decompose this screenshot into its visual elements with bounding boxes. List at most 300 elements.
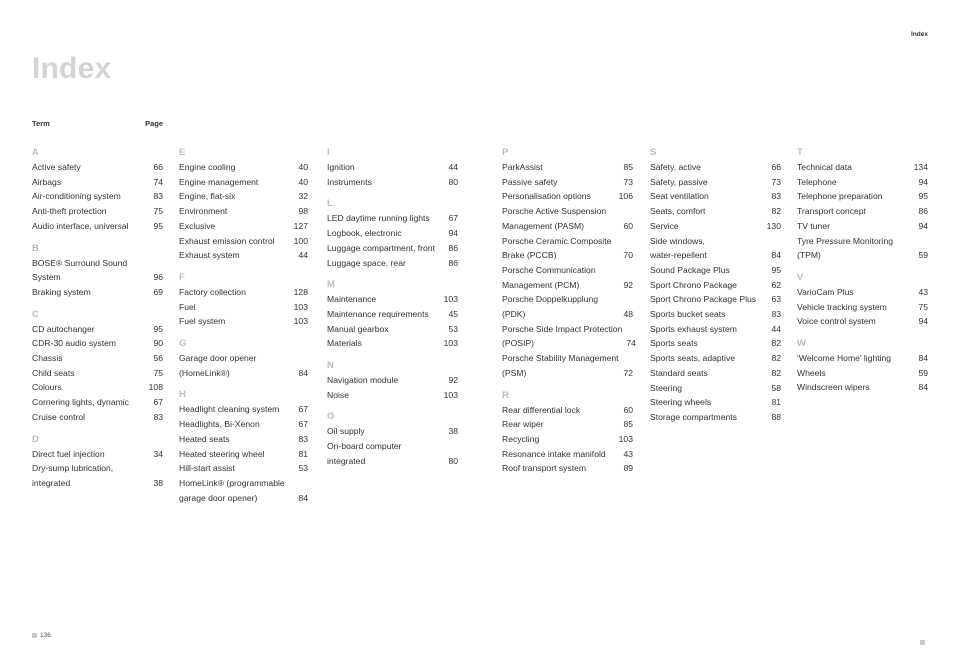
entry-page: 95 bbox=[153, 323, 163, 334]
entry-page: 94 bbox=[918, 176, 928, 187]
entry-page: 59 bbox=[918, 250, 928, 261]
index-section-i bbox=[327, 146, 458, 189]
index-entry bbox=[502, 432, 633, 447]
entry-page: 103 bbox=[293, 316, 308, 327]
index-entry bbox=[179, 234, 308, 249]
entry-term-line: Resonance intake manifold bbox=[502, 448, 606, 459]
entry-term bbox=[327, 307, 429, 322]
entry-page: 86 bbox=[918, 206, 928, 217]
index-entry bbox=[797, 175, 928, 190]
entry-page: 66 bbox=[153, 162, 163, 172]
entry-term-line: Heated steering wheel bbox=[179, 448, 265, 459]
entry-page: 85 bbox=[623, 162, 633, 172]
entry-page: 62 bbox=[771, 279, 781, 290]
index-section-l bbox=[327, 197, 458, 270]
index-entry bbox=[179, 189, 308, 204]
index-entry bbox=[650, 381, 781, 396]
entry-term-line: Tyre Pressure Monitoring bbox=[797, 235, 893, 246]
index-entry bbox=[650, 395, 781, 410]
index-section-e bbox=[179, 146, 308, 263]
entry-term-line: ParkAssist bbox=[502, 162, 543, 172]
entry-term bbox=[179, 417, 260, 432]
entry-page: 103 bbox=[443, 294, 458, 305]
entry-term-line: Rear differential lock bbox=[502, 404, 581, 415]
entry-term bbox=[327, 336, 362, 351]
entry-term bbox=[179, 285, 246, 300]
entry-term-line: Logbook, electronic bbox=[327, 228, 402, 239]
entry-term bbox=[650, 278, 737, 293]
entry-term-line: Chassis bbox=[32, 353, 63, 364]
entry-term bbox=[32, 189, 121, 204]
entry-term-line: Hill-start assist bbox=[179, 463, 235, 474]
section-letter: E bbox=[179, 147, 186, 158]
entry-term-line: Anti-theft protection bbox=[32, 206, 107, 217]
entry-term-line: Steering wheels bbox=[650, 397, 712, 408]
entry-term bbox=[179, 476, 285, 505]
index-section-s bbox=[650, 146, 781, 425]
entry-term bbox=[327, 322, 389, 337]
entry-page: 67 bbox=[448, 213, 458, 224]
entry-term bbox=[650, 189, 709, 204]
entry-term bbox=[502, 175, 557, 190]
index-entry bbox=[32, 175, 163, 190]
index-entry bbox=[32, 336, 163, 351]
entry-page: 130 bbox=[766, 220, 781, 231]
entry-page: 38 bbox=[448, 426, 458, 437]
entry-term-line: Management (PASM) bbox=[502, 220, 584, 231]
index-entry bbox=[650, 219, 781, 234]
entry-term-line: Colours bbox=[32, 382, 62, 393]
index-section-g bbox=[179, 337, 308, 380]
index-entry bbox=[502, 189, 633, 204]
entry-page: 89 bbox=[623, 463, 633, 474]
entry-term-line: Navigation module bbox=[327, 375, 399, 386]
entry-page: 84 bbox=[918, 382, 928, 393]
entry-term bbox=[32, 285, 91, 300]
entry-page: 94 bbox=[918, 316, 928, 327]
index-entry bbox=[327, 307, 458, 322]
entry-page: 81 bbox=[298, 448, 308, 459]
index-entry bbox=[650, 175, 781, 190]
entry-term-line: water-repellent bbox=[650, 250, 707, 261]
entry-term bbox=[32, 410, 85, 425]
index-entry bbox=[32, 461, 163, 490]
entry-term-line: Airbags bbox=[32, 176, 62, 187]
entry-term bbox=[179, 300, 196, 315]
index-entry bbox=[797, 300, 928, 315]
entry-term-line: Sports exhaust system bbox=[650, 323, 737, 334]
entry-term bbox=[327, 256, 406, 271]
entry-page: 74 bbox=[153, 176, 163, 187]
index-entry bbox=[179, 248, 308, 263]
entry-term-line: Headlight cleaning system bbox=[179, 404, 280, 415]
entry-term bbox=[32, 395, 129, 410]
entry-term bbox=[179, 160, 235, 175]
index-section-w bbox=[797, 337, 928, 395]
entry-page: 60 bbox=[623, 404, 633, 415]
entry-term-line: Steering bbox=[650, 382, 683, 393]
entry-page: 82 bbox=[771, 206, 781, 217]
entry-page: 75 bbox=[153, 206, 163, 217]
index-entry bbox=[502, 160, 633, 175]
index-column bbox=[650, 146, 781, 433]
section-letter: F bbox=[179, 271, 185, 283]
entry-page: 67 bbox=[153, 397, 163, 408]
entry-term-line: Materials bbox=[327, 338, 362, 349]
entry-term-line: Sports bucket seats bbox=[650, 309, 726, 320]
section-letter: M bbox=[327, 279, 335, 291]
entry-term-line: TV tuner bbox=[797, 220, 830, 231]
entry-term-line: Manual gearbox bbox=[327, 323, 389, 334]
entry-term bbox=[327, 373, 398, 388]
entry-page: 43 bbox=[918, 286, 928, 297]
index-entry bbox=[179, 402, 308, 417]
entry-term-line: Headlights, Bi-Xenon bbox=[179, 419, 260, 430]
section-letter: N bbox=[327, 360, 334, 372]
entry-term-line: Safety, active bbox=[650, 162, 701, 172]
entry-page: 103 bbox=[293, 301, 308, 312]
entry-page: 106 bbox=[618, 191, 633, 202]
entry-term bbox=[650, 160, 701, 175]
entry-term bbox=[797, 204, 866, 219]
entry-term bbox=[179, 248, 240, 263]
entry-page: 67 bbox=[298, 404, 308, 415]
entry-term bbox=[797, 314, 876, 329]
index-column bbox=[179, 146, 308, 513]
entry-page: 44 bbox=[448, 162, 458, 172]
entry-page: 108 bbox=[148, 382, 163, 393]
entry-page: 85 bbox=[623, 419, 633, 430]
column-headings bbox=[32, 119, 163, 128]
entry-term bbox=[32, 256, 127, 285]
index-entry bbox=[179, 160, 308, 175]
section-letter: T bbox=[797, 147, 803, 158]
entry-term-line: Porsche Communication bbox=[502, 264, 596, 275]
entry-term-line: Voice control system bbox=[797, 316, 876, 327]
index-entry bbox=[32, 322, 163, 337]
entry-term bbox=[32, 322, 95, 337]
index-entry bbox=[502, 447, 633, 462]
index-section-b bbox=[32, 242, 163, 300]
entry-term bbox=[650, 307, 725, 322]
index-entry bbox=[502, 175, 633, 190]
index-entry bbox=[179, 476, 308, 505]
entry-page: 84 bbox=[918, 353, 928, 364]
index-entry bbox=[650, 234, 781, 263]
entry-term bbox=[650, 234, 707, 263]
index-entry bbox=[327, 256, 458, 271]
entry-term-line: integrated bbox=[32, 477, 71, 488]
section-letter: A bbox=[32, 147, 39, 158]
index-section-n bbox=[327, 359, 458, 402]
entry-term-line: Luggage space, rear bbox=[327, 257, 406, 268]
entry-term-line: Sport Chrono Package bbox=[650, 279, 737, 290]
index-entry bbox=[502, 204, 633, 233]
section-letter: C bbox=[32, 308, 39, 320]
entry-term-line: Maintenance bbox=[327, 294, 377, 305]
index-column bbox=[32, 146, 163, 499]
entry-term-line: Noise bbox=[327, 389, 349, 400]
entry-page: 94 bbox=[448, 228, 458, 239]
entry-term-line: LED daytime running lights bbox=[327, 213, 430, 224]
entry-term bbox=[32, 219, 129, 234]
entry-term-line: CD autochanger bbox=[32, 323, 95, 334]
entry-term bbox=[32, 447, 105, 462]
index-entry bbox=[179, 351, 308, 380]
entry-term bbox=[327, 241, 435, 256]
entry-page: 66 bbox=[771, 162, 781, 172]
entry-page: 63 bbox=[771, 294, 781, 305]
index-entry bbox=[327, 211, 458, 226]
entry-term bbox=[179, 314, 225, 329]
entry-term-line: Personalisation options bbox=[502, 191, 591, 202]
entry-term-line: Wheels bbox=[797, 367, 826, 378]
index-entry bbox=[797, 314, 928, 329]
section-letter: B bbox=[32, 242, 39, 254]
index-entry bbox=[327, 373, 458, 388]
entry-term-line: Porsche Doppelkupplung bbox=[502, 294, 599, 305]
entry-page: 128 bbox=[293, 286, 308, 297]
entry-term-line: Engine, flat-six bbox=[179, 191, 236, 202]
index-entry bbox=[32, 160, 163, 175]
index-entry bbox=[327, 439, 458, 468]
entry-term bbox=[327, 388, 349, 403]
entry-term-line: Seats, comfort bbox=[650, 206, 706, 217]
index-section-d bbox=[32, 433, 163, 491]
entry-page: 73 bbox=[771, 176, 781, 187]
entry-term-line: Vehicle tracking system bbox=[797, 301, 887, 312]
entry-term-line: Braking system bbox=[32, 286, 91, 297]
entry-term-line: BOSE® Surround Sound bbox=[32, 257, 128, 268]
entry-page: 81 bbox=[771, 397, 781, 408]
entry-term bbox=[502, 417, 544, 432]
index-entry bbox=[502, 461, 633, 476]
entry-term bbox=[32, 461, 113, 490]
index-entry bbox=[32, 410, 163, 425]
entry-term bbox=[797, 366, 826, 381]
index-entry bbox=[327, 388, 458, 403]
entry-term bbox=[797, 219, 830, 234]
index-entry bbox=[502, 322, 636, 351]
index-entry bbox=[797, 160, 928, 175]
entry-page: 98 bbox=[298, 206, 308, 217]
entry-term bbox=[32, 336, 116, 351]
entry-page: 83 bbox=[298, 433, 308, 444]
index-entry bbox=[179, 204, 308, 219]
index-entry bbox=[32, 189, 163, 204]
entry-term-line: Telephone bbox=[797, 176, 837, 187]
entry-page: 53 bbox=[448, 323, 458, 334]
entry-term bbox=[650, 336, 698, 351]
entry-term-line: Heated seats bbox=[179, 433, 230, 444]
index-entry bbox=[327, 322, 458, 337]
index-entry bbox=[650, 351, 781, 366]
index-entry bbox=[797, 189, 928, 204]
index-entry bbox=[32, 447, 163, 462]
entry-term-line: Standard seats bbox=[650, 367, 708, 378]
index-entry bbox=[179, 175, 308, 190]
index-entry bbox=[650, 410, 781, 425]
entry-page: 83 bbox=[771, 191, 781, 202]
index-entry bbox=[327, 226, 458, 241]
entry-page: 34 bbox=[153, 448, 163, 459]
index-entry bbox=[179, 461, 308, 476]
entry-term bbox=[797, 160, 852, 175]
index-entry bbox=[797, 380, 928, 395]
entry-term bbox=[179, 461, 235, 476]
index-entry bbox=[179, 285, 308, 300]
section-letter: V bbox=[797, 271, 804, 283]
index-section-h bbox=[179, 388, 308, 505]
entry-term bbox=[327, 160, 355, 175]
entry-term-line: Telephone preparation bbox=[797, 191, 883, 202]
index-entry bbox=[650, 322, 781, 337]
entry-term bbox=[327, 211, 430, 226]
entry-term-line: VarioCam Plus bbox=[797, 286, 854, 297]
entry-term-line: Fuel bbox=[179, 301, 196, 312]
index-entry bbox=[797, 204, 928, 219]
entry-page: 95 bbox=[771, 264, 781, 275]
index-entry bbox=[650, 278, 781, 293]
index-column bbox=[797, 146, 928, 403]
entry-term-line: Air-conditioning system bbox=[32, 191, 121, 202]
index-entry bbox=[502, 351, 633, 380]
index-entry bbox=[650, 292, 781, 307]
index-entry bbox=[502, 417, 633, 432]
page-heading: Page bbox=[145, 119, 163, 128]
entry-page: 56 bbox=[153, 353, 163, 364]
index-entry bbox=[32, 380, 163, 395]
entry-page: 83 bbox=[153, 411, 163, 422]
entry-term bbox=[650, 351, 735, 366]
index-entry bbox=[32, 395, 163, 410]
entry-term bbox=[650, 219, 679, 234]
entry-page: 53 bbox=[298, 463, 308, 474]
entry-term bbox=[502, 234, 611, 263]
entry-page: 67 bbox=[298, 419, 308, 430]
entry-term-line: Child seats bbox=[32, 367, 75, 378]
index-entry bbox=[327, 336, 458, 351]
entry-term-line: Direct fuel injection bbox=[32, 448, 105, 459]
entry-page: 48 bbox=[623, 309, 633, 320]
entry-term-line: (PSM) bbox=[502, 367, 527, 378]
entry-page: 95 bbox=[153, 220, 163, 231]
entry-page: 73 bbox=[623, 176, 633, 187]
entry-term bbox=[797, 189, 883, 204]
index-entry bbox=[32, 285, 163, 300]
footer-square-icon bbox=[920, 640, 925, 645]
entry-term bbox=[502, 204, 606, 233]
entry-term-line: Exclusive bbox=[179, 220, 216, 231]
entry-term bbox=[502, 403, 580, 418]
entry-term-line: Passive safety bbox=[502, 176, 558, 187]
entry-page: 92 bbox=[448, 375, 458, 386]
entry-term-line: Environment bbox=[179, 206, 228, 217]
entry-page: 100 bbox=[293, 235, 308, 246]
index-entry bbox=[502, 263, 633, 292]
entry-term-line: Garage door opener bbox=[179, 353, 257, 364]
entry-term bbox=[502, 447, 606, 462]
entry-page: 95 bbox=[918, 191, 928, 202]
index-entry bbox=[32, 366, 163, 381]
entry-term-line: Engine management bbox=[179, 176, 259, 187]
entry-term bbox=[179, 432, 230, 447]
entry-term-line: Engine cooling bbox=[179, 162, 236, 172]
entry-page: 70 bbox=[623, 250, 633, 261]
entry-term-line: Instruments bbox=[327, 176, 372, 187]
entry-page: 40 bbox=[298, 162, 308, 172]
index-entry bbox=[327, 292, 458, 307]
entry-term-line: ‘Welcome Home’ lighting bbox=[797, 353, 892, 364]
entry-term-line: Active safety bbox=[32, 162, 81, 172]
entry-term-line: Oil supply bbox=[327, 426, 365, 437]
entry-term bbox=[179, 234, 275, 249]
index-section-o bbox=[327, 410, 458, 468]
entry-page: 44 bbox=[771, 323, 781, 334]
entry-page: 32 bbox=[298, 191, 308, 202]
section-letter: P bbox=[502, 147, 509, 158]
entry-term-line: Storage compartments bbox=[650, 411, 737, 422]
entry-page: 45 bbox=[448, 308, 458, 319]
entry-page: 43 bbox=[623, 448, 633, 459]
entry-term bbox=[797, 234, 893, 263]
entry-term-line: Sports seats, adaptive bbox=[650, 353, 736, 364]
entry-page: 59 bbox=[918, 367, 928, 378]
entry-term bbox=[179, 175, 258, 190]
index-entry bbox=[650, 204, 781, 219]
index-entry bbox=[179, 219, 308, 234]
entry-term-line: HomeLink® (programmable bbox=[179, 477, 285, 488]
entry-term bbox=[650, 204, 705, 219]
footer-right-marker bbox=[920, 632, 928, 638]
index-entry bbox=[650, 366, 781, 381]
index-entry bbox=[650, 263, 781, 278]
entry-term-line: Porsche Ceramic Composite bbox=[502, 235, 612, 246]
entry-term-line: Exhaust emission control bbox=[179, 235, 275, 246]
entry-term bbox=[327, 424, 365, 439]
entry-term bbox=[502, 189, 591, 204]
entry-term-line: Porsche Stability Management bbox=[502, 353, 619, 364]
index-entry bbox=[650, 160, 781, 175]
entry-term bbox=[797, 285, 854, 300]
page-title: Index bbox=[32, 52, 112, 85]
entry-term bbox=[327, 292, 376, 307]
section-letter: D bbox=[32, 433, 39, 445]
section-letter: H bbox=[179, 389, 186, 401]
running-header: Index bbox=[911, 31, 928, 38]
entry-term bbox=[32, 366, 75, 381]
index-entry bbox=[179, 447, 308, 462]
entry-term bbox=[650, 381, 682, 396]
page-number: 136 bbox=[40, 632, 51, 639]
entry-term bbox=[650, 366, 708, 381]
entry-term bbox=[179, 447, 265, 462]
entry-term-line: Ignition bbox=[327, 162, 355, 172]
index-entry bbox=[32, 204, 163, 219]
entry-term bbox=[32, 380, 62, 395]
entry-page: 38 bbox=[153, 477, 163, 488]
entry-term bbox=[502, 351, 619, 380]
entry-term bbox=[650, 410, 737, 425]
entry-term bbox=[179, 189, 235, 204]
entry-page: 103 bbox=[618, 433, 633, 444]
entry-term-line: On-board computer bbox=[327, 441, 402, 452]
index-entry bbox=[327, 160, 458, 175]
entry-term-line: Recycling bbox=[502, 433, 540, 444]
entry-page: 103 bbox=[443, 338, 458, 349]
index-entry bbox=[502, 403, 633, 418]
entry-term-line: (PDK) bbox=[502, 309, 526, 320]
